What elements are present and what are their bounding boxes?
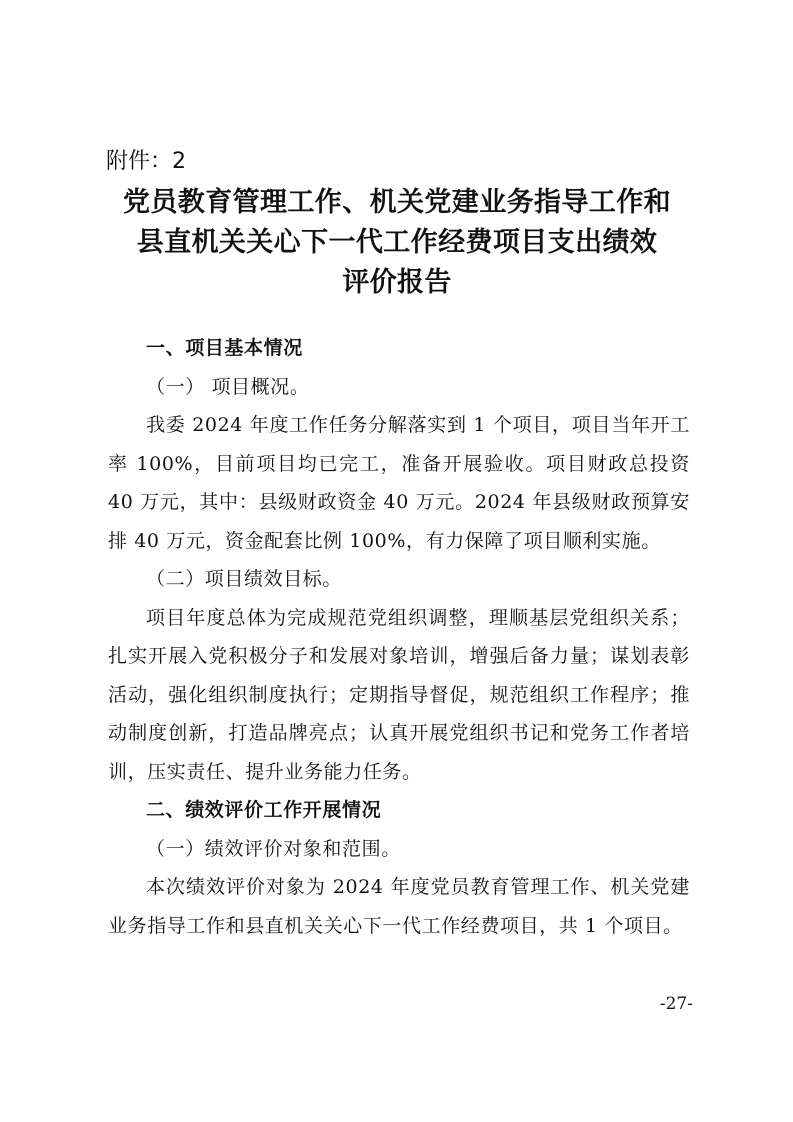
title-line-1: 党员教育管理工作、机关党建业务指导工作和 <box>123 187 671 218</box>
subsection-heading-scope: （一）绩效评价对象和范围。 <box>146 837 401 860</box>
subsection-heading-goals: （二）项目绩效目标。 <box>146 568 343 590</box>
subsection-heading-overview: （一） 项目概况。 <box>146 375 310 398</box>
title-line-2: 县直机关关心下一代工作经费项目支出绩效 <box>136 227 658 258</box>
paragraph-overview: 我委 2024 年度工作任务分解落实到 1 个项目，项目当年开工率 100%，目前项目均已完工，准备开展验收。项目财政总投资 40 万元，其中：县级财政资金 40 万元。2024 年县级财政预算安排 40 万元，资金配套比例 100%，有力保障了项目顺利实施。 <box>108 414 690 552</box>
title-line-3: 评价报告 <box>342 267 452 298</box>
page-number: -27- <box>659 994 693 1014</box>
attachment-label: 附件：2 <box>106 149 186 174</box>
section-heading-basic-info: 一、项目基本情况 <box>146 337 303 359</box>
paragraph-goals: 项目年度总体为完成规范党组织调整，理顺基层党组织关系；扎实开展入党积极分子和发展对象培训，增强后备力量；谋划表彰活动，强化组织制度执行；定期指导督促，规范组织工作程序；推动制度创新，打造品牌亮点；认真开展党组织书记和党务工作者培训，压实责任、提升业务能力任务。 <box>108 606 690 783</box>
document-body <box>108 329 690 945</box>
paragraph-scope: 本次绩效评价对象为 2024 年度党员教育管理工作、机关党建业务指导工作和县直机关关心下一代工作经费项目，共 1 个项目。 <box>108 876 690 937</box>
section-heading-evaluation: 二、绩效评价工作开展情况 <box>146 799 382 821</box>
document-title <box>100 183 694 303</box>
